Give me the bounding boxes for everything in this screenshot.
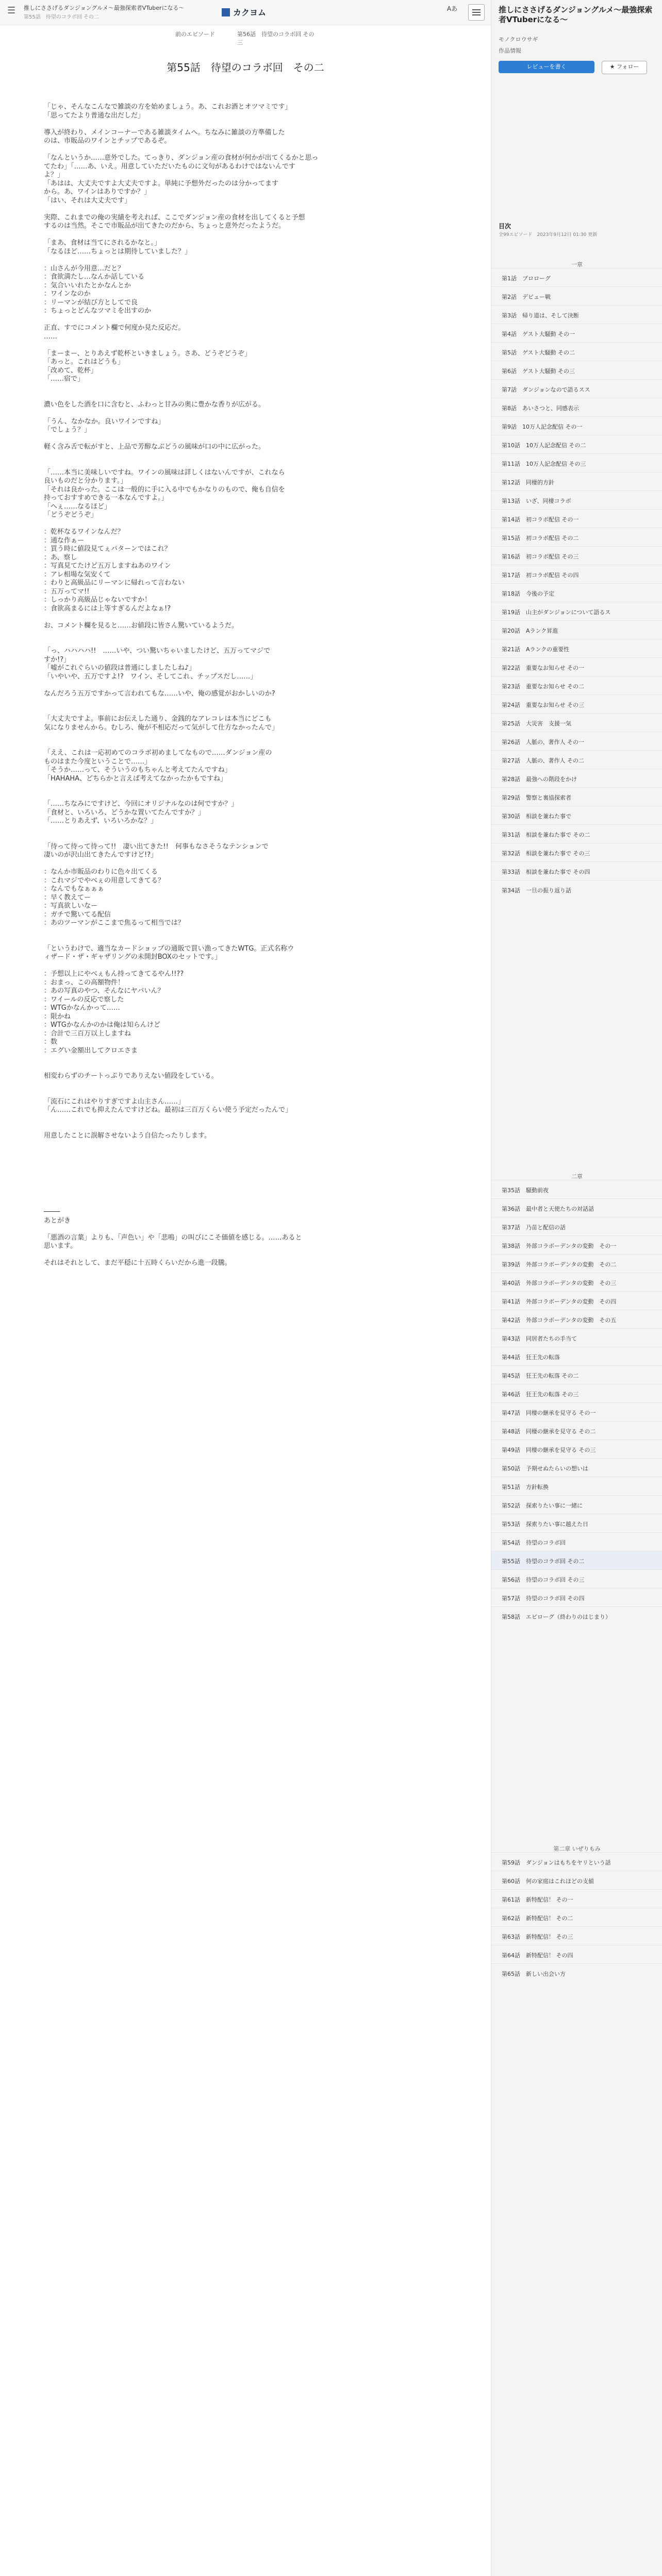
toc-episode-label: 第65話 新しい出会い方 xyxy=(502,1971,566,1977)
toc-episode-item[interactable] xyxy=(491,1871,662,1889)
toc-episode-label: 第50話 予期せぬたらいの想いは xyxy=(502,1465,588,1472)
toc-episode-item[interactable] xyxy=(491,1963,662,1982)
toc-episode-label: 第37話 乃苗と配信の話 xyxy=(502,1224,566,1231)
toc-episode-label: 第4話 ゲスト大騒動 その一 xyxy=(502,331,575,337)
toc-episode-item[interactable] xyxy=(491,1347,662,1365)
toc-episode-label: 第20話 Aランク昇進 xyxy=(502,628,558,634)
toc-episode-label: 第51話 方針転換 xyxy=(502,1484,549,1490)
toc-episode-label: 第1話 プロローグ xyxy=(502,275,551,282)
toc-episode-label: 第55話 待望のコラボ回 その二 xyxy=(502,1558,585,1565)
toc-episode-item[interactable] xyxy=(491,806,662,824)
toc-episode-item[interactable] xyxy=(491,1402,662,1421)
episode-subtitle: 第55話 待望のコラボ回 その二 xyxy=(24,14,99,20)
toc-episode-label: 第15話 初コラボ配信 その二 xyxy=(502,535,579,541)
site-logo[interactable] xyxy=(222,6,266,18)
toc-episode-label: 第32話 相談を兼ねた事で その三 xyxy=(502,850,590,857)
toc-episode-label: 第6話 ゲスト大騒動 その三 xyxy=(502,368,575,375)
toc-episode-item[interactable] xyxy=(491,435,662,453)
top-bar xyxy=(0,0,491,25)
toc-episode-label: 第30話 相談を兼ねた事で xyxy=(502,813,571,820)
toc-episode-label: 第14話 初コラボ配信 その一 xyxy=(502,516,579,523)
toc-episode-item[interactable] xyxy=(491,1254,662,1273)
sidebar-author[interactable]: モノクロウサギ xyxy=(499,36,538,43)
sidebar-toggle-button[interactable] xyxy=(468,4,485,21)
toc-episode-item[interactable] xyxy=(491,824,662,843)
toc-episode-label: 第49話 同棲の継承を見守る その三 xyxy=(502,1447,596,1453)
toc-episode-item[interactable] xyxy=(491,1551,662,1569)
toc-episode-label: 第29話 警察と裏協探索者 xyxy=(502,794,571,801)
toc-episode-item[interactable] xyxy=(491,1439,662,1458)
toc-episode-label: 第12話 同棲的方針 xyxy=(502,479,554,486)
toc-episode-item[interactable] xyxy=(491,732,662,750)
sidebar-work-title[interactable]: 推しにささげるダンジョングルメ～最強探索者VTuberになる～ xyxy=(499,5,653,24)
toc-episode-item[interactable] xyxy=(491,1235,662,1254)
toc-episode-item[interactable] xyxy=(491,769,662,787)
toc-episode-label: 第27話 人脈の、著作人 その二 xyxy=(502,757,585,764)
toc-episode-item[interactable] xyxy=(491,713,662,732)
toc-episode-label: 第16話 初コラボ配信 その三 xyxy=(502,553,579,560)
toc-episode-label: 第40話 外部コラボーデンタの変動 その三 xyxy=(502,1280,617,1286)
toc-episode-item[interactable] xyxy=(491,490,662,509)
toc-episode-item[interactable] xyxy=(491,1588,662,1606)
toc-episode-item[interactable] xyxy=(491,472,662,490)
toc-episode-item[interactable] xyxy=(491,324,662,342)
toc-episode-label: 第8話 あいさつと、同感表示 xyxy=(502,405,579,412)
toc-episode-label: 第47話 同棲の継承を見守る その一 xyxy=(502,1410,596,1416)
toc-episode-item[interactable] xyxy=(491,1273,662,1291)
toc-episode-item[interactable] xyxy=(491,880,662,899)
toc-episode-label: 第36話 最中者と天使たちの対話話 xyxy=(502,1206,594,1212)
toc-episode-item[interactable] xyxy=(491,286,662,305)
toc-episode-item[interactable] xyxy=(491,1217,662,1235)
toc-episode-item[interactable] xyxy=(491,565,662,583)
toc-episode-label: 第2話 デビュー戦 xyxy=(502,294,551,300)
chapter-heading: 一章 xyxy=(571,261,583,268)
toggle-bar-icon xyxy=(472,12,481,13)
toc-episode-label: 第44話 狂王先の転落 xyxy=(502,1354,560,1361)
toc-episode-label: 第43話 同居者たちの手当て xyxy=(502,1335,577,1342)
toc-episode-label: 第25話 大災害 支援一気 xyxy=(502,720,571,727)
font-size-button[interactable]: Aあ xyxy=(446,5,458,12)
work-title[interactable]: 推しにささげるダンジョングルメ～最強探索者VTuberになる～ xyxy=(24,5,185,11)
logo-icon xyxy=(222,8,230,16)
toc-episode-item[interactable] xyxy=(491,1852,662,1871)
toc-episode-label: 第34話 一旦の振り返り話 xyxy=(502,887,571,894)
toc-episode-item[interactable] xyxy=(491,268,662,286)
toggle-bar-icon xyxy=(472,14,481,15)
toc-episode-label: 第53話 探索りたい事に越えた日 xyxy=(502,1521,588,1528)
toc-meta: 全99エピソード 2023年9月12日 01:30 更新 xyxy=(499,232,598,238)
sidebar xyxy=(491,0,662,2576)
toc-episode-label: 第28話 最強への階段をかけ xyxy=(502,776,577,783)
toc-episode-label: 第57話 待望のコラボ回 その四 xyxy=(502,1595,585,1602)
toc-episode-label: 第45話 狂王先の転落 その二 xyxy=(502,1372,579,1379)
follow-button[interactable]: ★ フォロー xyxy=(602,61,647,74)
chapter-heading: 二章 xyxy=(571,1173,583,1180)
toc-episode-label: 第10話 10万人記念配信 その二 xyxy=(502,442,586,449)
toc-episode-label: 第9話 10万人記念配信 その一 xyxy=(502,423,583,430)
toc-episode-label: 第13話 いざ、同棲コラボ xyxy=(502,498,571,504)
toc-episode-item[interactable] xyxy=(491,676,662,694)
toc-episode-item[interactable] xyxy=(491,1310,662,1328)
toc-episode-item[interactable] xyxy=(491,1421,662,1439)
toc-episode-label: 第48話 同棲の継承を見守る その二 xyxy=(502,1428,596,1435)
toc-episode-item[interactable] xyxy=(491,416,662,435)
toc-episode-label: 第21話 Aランクの重要性 xyxy=(502,646,570,653)
toc-episode-label: 第31話 相談を兼ねた事で その二 xyxy=(502,832,590,838)
toc-episode-label: 第60話 何の家庭はこれほどの支値 xyxy=(502,1878,594,1885)
toc-episode-item[interactable] xyxy=(491,509,662,528)
toc-episode-item[interactable] xyxy=(491,639,662,657)
toc-episode-item[interactable] xyxy=(491,1328,662,1347)
toc-episode-label: 第39話 外部コラボーデンタの変動 その二 xyxy=(502,1261,617,1268)
toc-episode-label: 第23話 重要なお知らせ その二 xyxy=(502,683,585,690)
toc-episode-item[interactable] xyxy=(491,1495,662,1514)
toc-episode-label: 第26話 人脈の、著作人 その一 xyxy=(502,739,585,745)
toc-episode-label: 第35話 騒動前夜 xyxy=(502,1187,549,1194)
toc-episode-item[interactable] xyxy=(491,843,662,861)
toc-episode-label: 第46話 狂王先の転落 その三 xyxy=(502,1391,579,1398)
toggle-bar-icon xyxy=(472,9,481,10)
toc-episode-item[interactable] xyxy=(491,583,662,602)
chapter-heading: 第二章 いぜりもみ xyxy=(553,1845,601,1852)
review-button[interactable]: レビューを書く xyxy=(499,61,594,73)
toc-episode-item[interactable] xyxy=(491,453,662,472)
toc-episode-label: 第17話 初コラボ配信 その四 xyxy=(502,572,579,579)
toc-episode-label: 第58話 エピローグ（終わりのはじまり） xyxy=(502,1614,611,1620)
sidebar-work-info[interactable]: 作品情報 xyxy=(499,47,521,54)
episode-title: 第55話 待望のコラボ回 その二 xyxy=(167,61,324,74)
toc-episode-item[interactable] xyxy=(491,1945,662,1963)
toc-episode-label: 第7話 ダンジョンなので語るスス xyxy=(502,386,590,393)
toc-episode-label: 第59話 ダンジョンはもちをヤリという話 xyxy=(502,1859,611,1866)
toc-episode-label: 第62話 新特配信！ その二 xyxy=(502,1915,573,1922)
toc-episode-item[interactable] xyxy=(491,1198,662,1217)
toc-title: 目次 xyxy=(499,223,511,230)
toc-episode-item[interactable] xyxy=(491,1384,662,1402)
toc-episode-label: 第56話 待望のコラボ回 その三 xyxy=(502,1577,585,1583)
toc-episode-label: 第11話 10万人記念配信 その三 xyxy=(502,461,586,467)
toc-episode-label: 第5話 ゲスト大騒動 その二 xyxy=(502,349,575,356)
toc-episode-item[interactable] xyxy=(491,1291,662,1310)
toc-episode-label: 第64話 新特配信！ その四 xyxy=(502,1952,573,1959)
toc-episode-item[interactable] xyxy=(491,787,662,806)
toc-episode-item[interactable] xyxy=(491,398,662,416)
prev-episode-link[interactable]: 前のエピソード xyxy=(175,31,215,38)
toc-episode-item[interactable] xyxy=(491,342,662,361)
toc-episode-label: 第38話 外部コラボーデンタの変動 その一 xyxy=(502,1243,617,1249)
toc-episode-item[interactable] xyxy=(491,361,662,379)
toc-episode-item[interactable] xyxy=(491,1458,662,1477)
toc-episode-item[interactable] xyxy=(491,1180,662,1198)
toc-episode-label: 第54話 待望のコラボ回 xyxy=(502,1539,566,1546)
toc-episode-item[interactable] xyxy=(491,602,662,620)
toc-episode-label: 第33話 相談を兼ねた事で その四 xyxy=(502,869,590,875)
toc-episode-item[interactable] xyxy=(491,694,662,713)
toc-episode-label: 第61話 新特配信！ その一 xyxy=(502,1896,573,1903)
menu-icon[interactable]: ☰ xyxy=(7,5,16,16)
toc-episode-label: 第41話 外部コラボーデンタの変動 その四 xyxy=(502,1298,617,1305)
toc-episode-item[interactable] xyxy=(491,1365,662,1384)
toc-episode-item[interactable] xyxy=(491,1514,662,1532)
episode-body: 「じゃ、そんなこんなで雑談の方を始めましょう。あ、これお酒とオツマミです」 「思ってたより普通な出だしだ」 導入が終わり、メインコーナーである雑談タイムへ。ちなみに雑談の方準備した のは、市販品のワインとチップであるぞ。 「なんというか……意外でした。てっきり、ダンジョン産の食材が何かが出てくるかと思っ てたわ」「……あ、いえ。用意していただいたものに文句があるわけではないんです よ？」 「あはは、大丈夫ですよ大丈夫ですよ。単純に予想外だったのは分かってます から。あ、ワインはありですか？」 「はい、それは大丈夫です」 実際、これまでの俺の実績を考えれば、ここでダンジョン産の食材を出してくると予想 するのは当然。そこで市販品が出てきたのだから、ちょっと意外だったようだ。 「まあ、食材は当てにされるかなと。」 「なるほど……ちょっとは期待していました？」 ：山さんが今用意…だと？ ：食欲満たし…なんか話している ：気合いいれたとかなんとか ：ワインなのか ：リーマンが結び方としてで良 ：ちょっとどんなツマミを出すのか 正直、すでにコメント欄で何度か見た反応だ。 …… 「まーまー、とりあえず乾杯といきましょう。さあ、どうぞどうぞ」 「あっと。これはどうも」 「改めて、乾杯」 「……宿で」 濃い色をした酒を口に含むと、ふわっと甘みの奥に豊かな香りが広がる。 「うん、なかなか。良いワインですね」 「でしょう？」 軽く含み舌で転がすと、上品で芳醇なぶどうの風味が口の中に広がった。 「……本当に美味しいですね。ワインの風味は詳しくはないんですが、これなら 良いものだと分かります。」 「それは良かった。ここは一般的に手に入る中でもかなりのもので、俺も自信を 持っておすすめできる一本なんですよ。」 「へぇ……なるほど」 「どうぞどうぞ」 ：乾杯なるワインなんだ？ ：通な作ぁー ：買う時に値段見てぇパターンではこれ？ ：あ、察し ：写真見てたけど五万しますねあのワイン ：アレ相場な気安くて ：わりと高級品にリーマンに帰れって言わない ：五万ってマ!! ：しっかり高級品じゃないですか！ ：食欲高まるには上等すぎるんだよなぁ!? お、コメント欄を見ると……お値段に皆さん驚いているようだ。 「っ、ハハハハ!! ……いや、つい驚いちゃいましたけど、五万ってマジで すか!?」 「嘘がこれぐらいの値段は普通にしましたしね♪」 「いやいや、五万ですよ!? ワイン、そしてこれ、チップスだし……」 なんだろう五万ですかって言われてもな……いや、俺の感覚がおかしいのか? 「大丈夫ですよ。事前にお伝えした通り、金銭的なアレコレは本当にどこも 気になりませんから。むしろ、俺が不相応だって気がして仕方なかったんで」 「ええ、これは一応初めてのコラボ初めましてなもので……ダンジョン産の ものはまた今度ということで……」 「そうか……って、そういうのもちゃんと考えてたんですね」 「HAHAHA、どちらかと言えば考えてなかったかもですね」 「……ちなみにですけど、今回にオリジナルなのは何ですか？」 「食材と、いろいろ、どうかな置いてたんですか？」 「……とりあえず、いろいろかな？」 「待って待って待って!! 凄い出てきた!! 何事もなさそうなテンションで 凄いのが沢山出てきたんですけど!?」 ：なんか市販品のわりに色々出てくる ：これマジでやべぇの用意してきてる？ ：なんでもなぁぁぁ ：早く教えてー ：写真欲しいなー ：ガチで驚いてる配信 ：あのツーマンがここまで焦るって相当では？ 「というわけで、適当なカードショップの通販で買い漁ってきたWTG。正式名称ウ ィザード・ザ・ギャザリングの未開封BOXのセットです。」 ：予想以上にやべぇもん持ってきてるやん!!?? ：おまっ、この高額物件！ ：あの写真のやつ、そんなにヤバいん？ ：ワイールの反応で察した ：WTGかなんかって…… ：限かね ：WTGかなんかのかは俺は知らんけど ：合計で三百万以上しますね ：数 ：エグい金額出してクロエさま 相変わらずのチートっぷりでありえない値段をしている。 「流石にこれはやりすぎですよ山主さん……」 「ん……これでも抑えたんですけどね。最初は三百万くらい使う予定だったんで」 用意したことに誤解させないよう自信たったりします。 ──── あとがき 「悪酒の言葉」よりも、「声色い」や「悲鳴」の叫びにこそ価値を感じる。……あると 思います。 それはそれとして、まだ平穏に十五時くらいだから進一段騰。 xyxy=(44,103,319,1267)
toc-episode-label: 第18話 今後の予定 xyxy=(502,590,554,597)
toc-episode-item[interactable] xyxy=(491,1889,662,1908)
toc-episode-item[interactable] xyxy=(491,528,662,546)
toc-episode-item[interactable] xyxy=(491,1569,662,1588)
toc-episode-item[interactable] xyxy=(491,1477,662,1495)
toc-episode-label: 第63話 新特配信！ その三 xyxy=(502,1934,573,1940)
next-episode-link[interactable]: 第56話 待望のコラボ回 その三 xyxy=(237,31,315,46)
toc-episode-item[interactable] xyxy=(491,1908,662,1926)
logo-text: カクヨム xyxy=(233,8,267,18)
toc-episode-label: 第22話 重要なお知らせ その一 xyxy=(502,665,585,671)
toc-episode-item[interactable] xyxy=(491,1532,662,1551)
toc-episode-item[interactable] xyxy=(491,657,662,676)
toc-episode-item[interactable] xyxy=(491,379,662,398)
toc-episode-label: 第42話 外部コラボーデンタの変動 その五 xyxy=(502,1317,617,1324)
toc-episode-item[interactable] xyxy=(491,620,662,639)
toc-episode-label: 第19話 山主がダンジョンについて語るス xyxy=(502,609,611,616)
toc-episode-label: 第3話 帰り道は、そして決断 xyxy=(502,312,579,319)
toc-episode-item[interactable] xyxy=(491,750,662,769)
episode-nav xyxy=(175,30,320,46)
toc-episode-item[interactable] xyxy=(491,861,662,880)
toc-episode-item[interactable] xyxy=(491,1606,662,1625)
toc-episode-item[interactable] xyxy=(491,1926,662,1945)
toc-episode-label: 第24話 重要なお知らせ その三 xyxy=(502,702,585,708)
toc-episode-label: 第52話 探索りたい事に一緒に xyxy=(502,1502,583,1509)
toc-episode-item[interactable] xyxy=(491,305,662,324)
toc-episode-item[interactable] xyxy=(491,546,662,565)
